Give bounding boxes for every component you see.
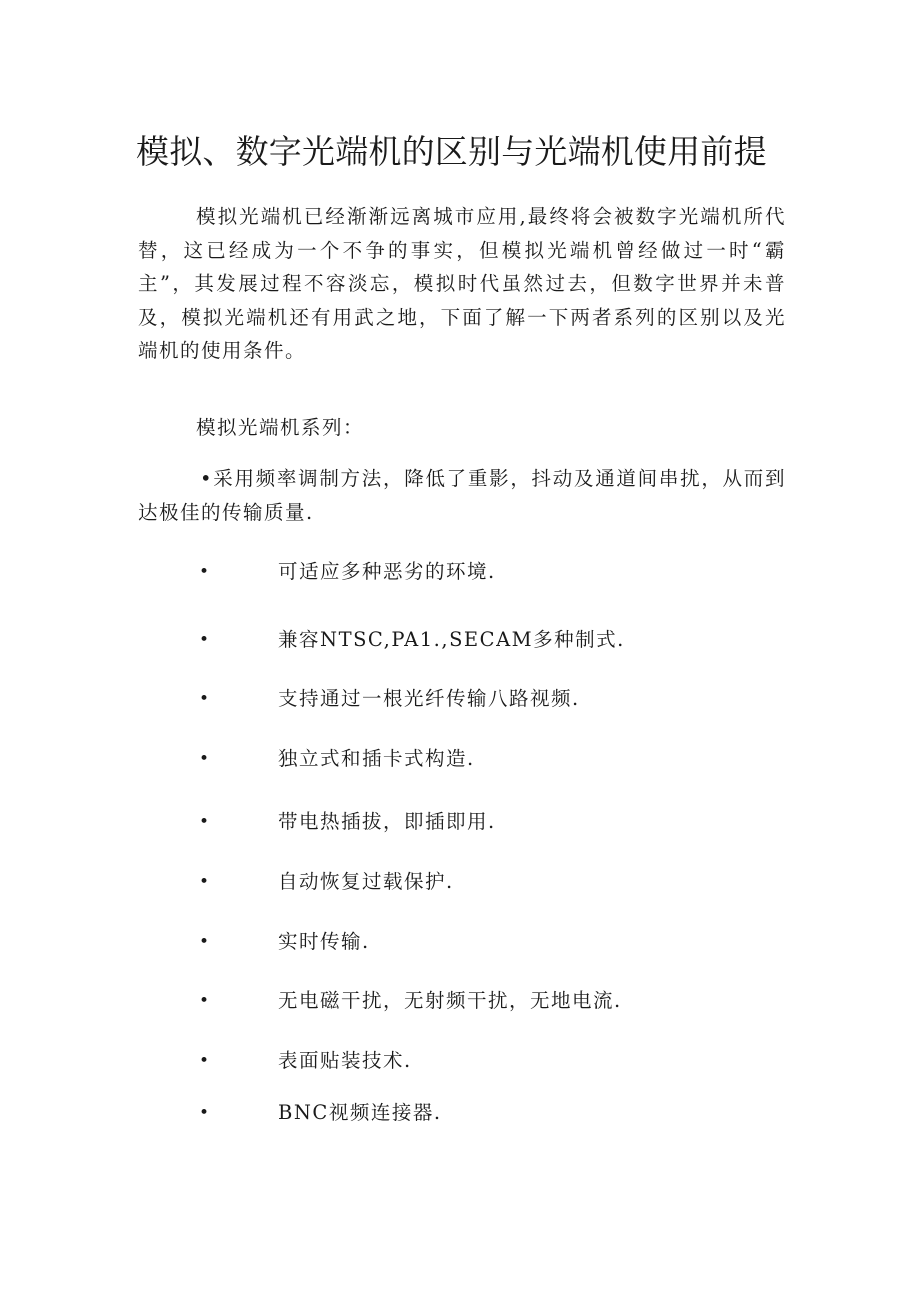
list-item — [0, 623, 920, 657]
bullet-marker: • — [199, 1103, 210, 1123]
bullet-marker: • — [199, 991, 210, 1011]
first-bullet-paragraph: •采用频率调制方法，降低了重影，抖动及通道间串扰，从而到达极佳的传输质量. — [138, 467, 786, 524]
list-item-text: 带电热插拔，即插即用. — [278, 810, 496, 833]
list-item-text: BNC视频连接器. — [278, 1101, 442, 1124]
bullet-marker: • — [199, 562, 210, 582]
document-title: 模拟、数字光端机的区别与光端机使用前提 — [136, 132, 767, 171]
list-item-text: 实时传输. — [278, 930, 370, 953]
series-heading: 模拟光端机系列： — [196, 416, 365, 439]
list-item — [0, 682, 920, 716]
bullet-marker: • — [199, 689, 210, 709]
list-item — [0, 805, 920, 839]
list-item — [0, 742, 920, 776]
list-item — [0, 984, 920, 1018]
list-item-text: 独立式和插卡式构造. — [278, 747, 475, 770]
list-item-text: 表面贴装技术. — [278, 1049, 412, 1072]
bullet-marker: • — [199, 749, 210, 769]
bullet-marker: • — [199, 630, 210, 650]
list-item — [0, 1044, 920, 1078]
list-item-text: 可适应多种恶劣的环境. — [278, 560, 496, 583]
bullet-marker: • — [199, 812, 210, 832]
list-item — [0, 1096, 920, 1130]
list-item-text: 兼容NTSC,PA1.,SECAM多种制式. — [278, 628, 625, 651]
bullet-marker: • — [199, 872, 210, 892]
list-item — [0, 925, 920, 959]
list-item — [0, 865, 920, 899]
intro-paragraph: 模拟光端机已经渐渐远离城市应用,最终将会被数字光端机所代替，这已经成为一个不争的事实，但模拟光端机曾经做过一时“霸主”，其发展过程不容淡忘，模拟时代虽然过去，但数字世界并未普及，模拟光端机还有用武之地，下面了解一下两者系列的区别以及光端机的使用条件。 — [138, 205, 786, 362]
bullet-marker: • — [199, 932, 210, 952]
list-item-text: 无电磁干扰，无射频干扰，无地电流. — [278, 989, 622, 1012]
list-item-text: 自动恢复过载保护. — [278, 870, 454, 893]
list-item-text: 支持通过一根光纤传输八路视频. — [278, 687, 580, 710]
bullet-marker: • — [199, 1051, 210, 1071]
list-item — [0, 555, 920, 589]
